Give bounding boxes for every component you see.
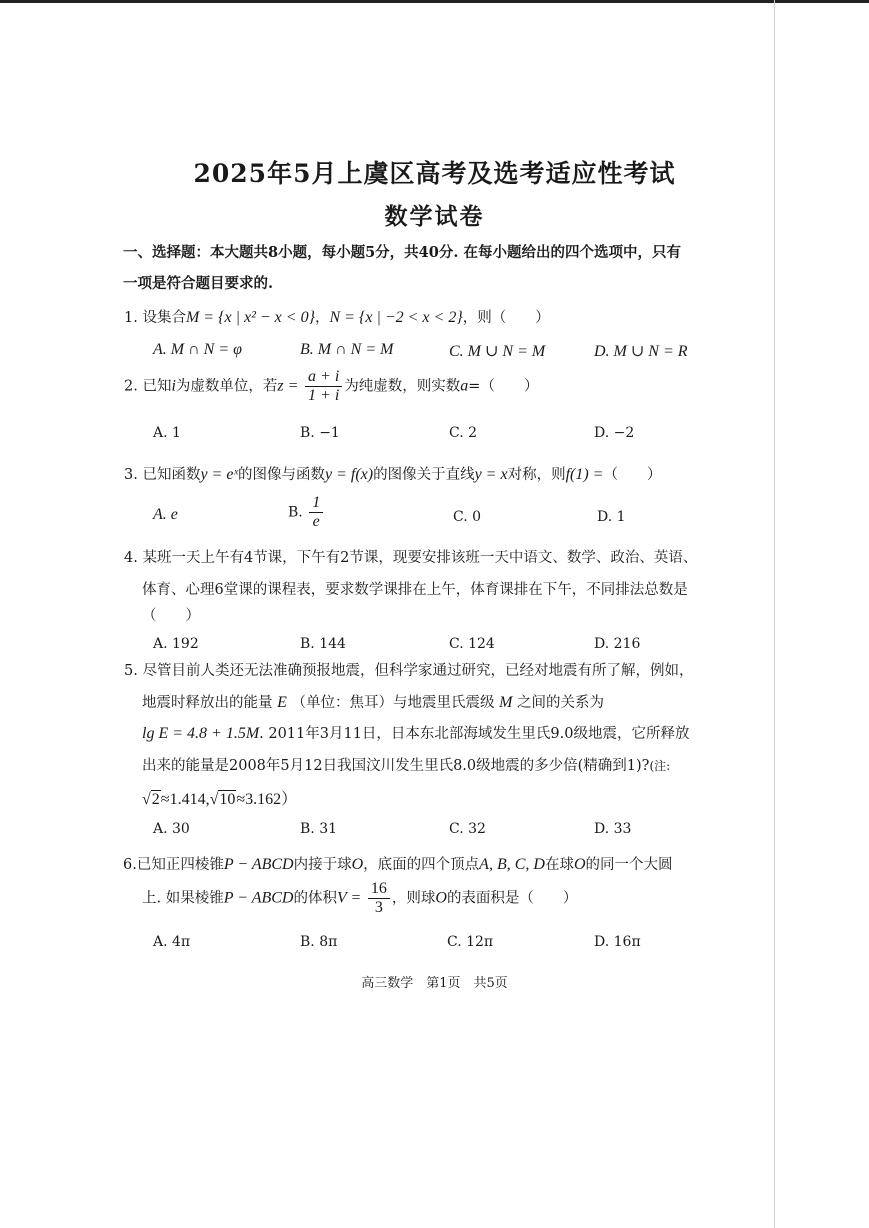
question-6-line1: 6.已知正四棱锥P − ABCD内接于球O，底面的四个顶点A, B, C, D在球O的同一个大圆 [123, 856, 673, 873]
question-6-option-d: D. 16π [594, 934, 641, 950]
question-5-option-b: B. 31 [300, 821, 338, 837]
question-4-option-b: B. 144 [300, 636, 346, 652]
question-2-stem: 2. 已知i为虚数单位，若z = $\frac{a + i}{1 + i}$ 为纯虚数，则实数a=（ ） [124, 368, 539, 404]
question-6-option-a: A. 4π [153, 934, 191, 950]
question-5-option-a: A. 30 [153, 821, 190, 837]
sqrt-2: √2 [142, 791, 160, 808]
question-4-line2: 体育、心理6堂课的课程表，要求数学课排在上午，体育课排在下午，不同排法总数是 [142, 582, 688, 598]
set-n: N = {x | −2 < x < 2} [329, 309, 463, 326]
question-1-option-b: B. M ∩ N = M [300, 341, 394, 358]
question-5-line2: 地震时释放出的能量 E （单位：焦耳）与地震里氏震级 M 之间的关系为 [142, 694, 605, 711]
question-5-line4: 出来的能量是2008年5月12日我国汶川发生里氏8.0级地震的多少倍(精确到1)?(注: [142, 758, 671, 774]
question-2-option-b: B. −1 [300, 425, 340, 441]
page-footer: 高三数学 第1页 共5页 [361, 976, 508, 991]
question-4-line3: （ ） [142, 608, 200, 624]
question-5-number: 5. [124, 663, 138, 679]
question-1-option-d: D. M ∪ N = R [594, 343, 688, 360]
question-1-number: 1. [124, 310, 138, 326]
section-instructions-line2: 一项是符合题目要求的. [123, 275, 274, 292]
question-5-option-d: D. 33 [594, 821, 632, 837]
question-6-line2: 上. 如果棱锥P − ABCD的体积V = $\frac{16}{3}$ ，则球O的表面积是（ ） [142, 880, 578, 916]
fraction-z: $\frac{a + i}{1 + i}$ [305, 368, 342, 405]
question-1-option-a: A. M ∩ N = φ [153, 341, 242, 358]
question-6-option-c: C. 12π [447, 934, 494, 950]
question-5-line1: 5. 尽管目前人类还无法准确预报地震，但科学家通过研究，已经对地震有所了解，例如， [124, 663, 694, 679]
question-6-number: 6. [123, 857, 137, 873]
question-3-option-a: A. e [153, 506, 178, 523]
question-3-option-d: D. 1 [597, 509, 626, 525]
exam-subtitle: 数学试卷 [384, 203, 485, 230]
energy-formula: lg E = 4.8 + 1.5M [142, 725, 260, 742]
question-5-option-c: C. 32 [449, 821, 486, 837]
question-4-option-d: D. 216 [594, 636, 641, 652]
question-1-stem: 1. 设集合M = {x | x² − x < 0}，N = {x | −2 < x < 2}，则（ ） [124, 309, 550, 326]
question-5-line3: lg E = 4.8 + 1.5M. 2011年3月11日，日本东北部海域发生里氏9.0级地震，它所释放 [142, 725, 690, 742]
question-2-option-c: C. 2 [449, 425, 478, 441]
fraction-16-over-3: $\frac{16}{3}$ [368, 880, 390, 917]
question-3-option-b: B. $\frac{1}{e}$ [288, 494, 325, 531]
set-m: M = {x | x² − x < 0} [185, 309, 315, 326]
question-3-option-c: C. 0 [453, 509, 482, 525]
question-2-option-d: D. −2 [594, 425, 635, 441]
question-3-stem: 3. 已知函数y = eˣ的图像与函数y = f(x)的图像关于直线y = x对称，则f(1) =（ ） [124, 466, 662, 483]
question-4-number: 4. [124, 550, 138, 566]
question-6-option-b: B. 8π [300, 934, 338, 950]
question-5-line5: √2≈1.414,√10≈3.162） [142, 791, 298, 808]
fraction-one-over-e: $\frac{1}{e}$ [309, 494, 323, 531]
question-3-number: 3. [124, 467, 138, 483]
question-2-option-a: A. 1 [153, 425, 181, 441]
question-2-number: 2. [124, 378, 138, 395]
question-4-option-a: A. 192 [153, 636, 199, 652]
question-4-line1: 4. 某班一天上午有4节课，下午有2节课，现要安排该班一天中语文、数学、政治、英语、 [124, 550, 698, 566]
question-4-option-c: C. 124 [449, 636, 495, 652]
sqrt-10: √10 [209, 791, 236, 808]
section-instructions-line1: 一、选择题：本大题共8小题，每小题5分，共40分. 在每小题给出的四个选项中，只有 [123, 244, 681, 261]
question-1-option-c: C. M ∪ N = M [449, 343, 546, 360]
exam-title: 2025年5月上虞区高考及选考适应性考试 [193, 159, 676, 188]
